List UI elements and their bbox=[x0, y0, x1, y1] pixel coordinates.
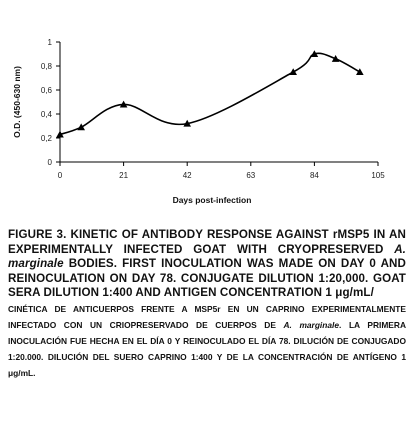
x-tick-label: 105 bbox=[371, 171, 385, 180]
y-tick-label: 1 bbox=[47, 38, 52, 47]
caption-english-part1: FIGURE 3. KINETIC OF ANTIBODY RESPONSE AGAINST rMSP5 IN AN EXPERIMENTALLY INFECTED GOAT WITH CRYOPRESERVED bbox=[8, 228, 406, 256]
y-tick-label: 0,6 bbox=[40, 86, 52, 95]
y-tick-label: 0,8 bbox=[40, 62, 52, 71]
y-tick-label: 0,4 bbox=[40, 110, 52, 119]
y-tick-label: 0,2 bbox=[40, 134, 52, 143]
x-tick-label: 63 bbox=[246, 171, 256, 180]
data-point-triangle bbox=[77, 123, 85, 130]
figure-caption bbox=[8, 228, 406, 381]
x-tick-label: 42 bbox=[182, 171, 192, 180]
x-axis-title: Days post-infection bbox=[172, 195, 252, 205]
y-tick-label: 0 bbox=[47, 158, 52, 167]
caption-english bbox=[8, 228, 406, 301]
caption-spanish-part2: . LA PRIMERA INOCULACIÓN FUE HECHA EN EL DÍA 0 Y REINOCULADO EL DÍA 78. DILUCIÓN DE CONJUGADO 1:20.000. DILUCIÓN DEL SUERO CAPRINO 1:400 Y DE LA CONCENTRACIÓN DE ANTÍGENO 1 μg/mL. bbox=[8, 319, 406, 378]
series-layer bbox=[56, 50, 363, 137]
x-tick-label: 21 bbox=[119, 171, 129, 180]
caption-spanish bbox=[8, 301, 406, 381]
data-point-triangle bbox=[289, 68, 297, 75]
caption-english-species: A. marginale bbox=[8, 242, 406, 271]
chart-axes bbox=[60, 42, 378, 162]
caption-spanish-species: A. marginale bbox=[283, 319, 340, 330]
series-line bbox=[60, 53, 360, 134]
y-axis-ticks bbox=[41, 38, 60, 167]
data-point-triangle bbox=[356, 68, 364, 75]
x-axis-ticks bbox=[58, 162, 385, 180]
caption-english-part2: BODIES. FIRST INOCULATION WAS MADE ON DAY 0 AND REINOCULATION ON DAY 78. CONJUGATE DILUTION 1:20,000. GOAT SERA DILUTION 1:400 AND ANTIGEN CONCENTRATION 1 μg/mL/ bbox=[8, 257, 406, 300]
y-axis-title: O.D. (450-630 nm) bbox=[12, 66, 22, 138]
x-tick-label: 84 bbox=[309, 171, 319, 180]
x-tick-label: 0 bbox=[57, 171, 63, 180]
caption-spanish-part1: CINÉTICA DE ANTICUERPOS FRENTE A MSP5r EN UN CAPRINO EXPERIMENTALMENTE INFECTADO CON UN CRIOPRESERVADO DE CUERPOS DE bbox=[8, 303, 406, 330]
